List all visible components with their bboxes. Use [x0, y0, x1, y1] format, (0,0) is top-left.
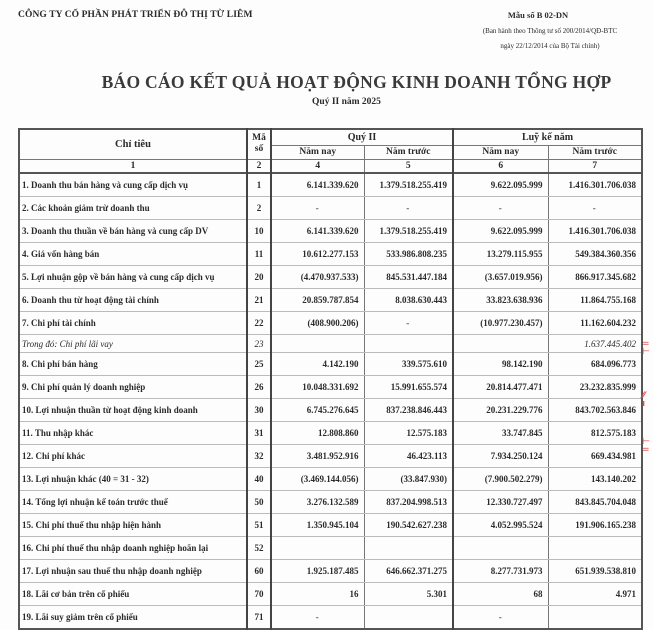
q2-last-year-value: 845.531.447.184 [364, 266, 453, 289]
row-code: 70 [247, 583, 271, 606]
col-number: 4 [271, 159, 364, 173]
q2-this-year-value [271, 537, 364, 560]
table-row [19, 399, 642, 422]
header-ytd-last-year: Năm trước [548, 145, 642, 159]
table-row [19, 583, 642, 606]
income-statement-table [18, 128, 646, 630]
row-label: 5. Lợi nhuận gộp về bán hàng và cung cấp dịch vụ [19, 266, 247, 289]
row-code: 71 [247, 606, 271, 630]
col-number: 6 [453, 159, 548, 173]
row-code: 32 [247, 445, 271, 468]
row-label: 11. Thu nhập khác [19, 422, 247, 445]
q2-this-year-value: 6.141.339.620 [271, 220, 364, 243]
ytd-last-year-value: 843.702.563.846 [548, 399, 642, 422]
table-row [19, 560, 642, 583]
q2-this-year-value: 10.048.331.692 [271, 376, 364, 399]
q2-this-year-value: - [271, 197, 364, 220]
ytd-this-year-value: 9.622.095.999 [453, 173, 548, 197]
ytd-this-year-value: 20.231.229.776 [453, 399, 548, 422]
table-row [19, 266, 642, 289]
issued-by-line-2: ngày 22/12/2014 của Bộ Tài chính) [500, 42, 600, 50]
stamp-mark: ⊢ = [642, 437, 650, 455]
col-number: 1 [19, 159, 247, 173]
row-code: 25 [247, 353, 271, 376]
row-code: 52 [247, 537, 271, 560]
table-row [19, 445, 642, 468]
q2-last-year-value: 533.986.808.235 [364, 243, 453, 266]
ytd-this-year-value: 68 [453, 583, 548, 606]
row-code: 30 [247, 399, 271, 422]
q2-this-year-value: 1.925.187.485 [271, 560, 364, 583]
ytd-last-year-value: 669.434.981 [548, 445, 642, 468]
q2-last-year-value: - [364, 197, 453, 220]
ytd-last-year-value: 4.971 [548, 583, 642, 606]
q2-last-year-value: - [364, 312, 453, 335]
ytd-last-year-value: 191.906.165.238 [548, 514, 642, 537]
table-row [19, 335, 642, 353]
ytd-last-year-value: 1.416.301.706.038 [548, 220, 642, 243]
table-row [19, 422, 642, 445]
row-label: 10. Lợi nhuận thuần từ hoạt động kinh doanh [19, 399, 247, 422]
stamp-mark: = ⊢ [642, 339, 650, 357]
q2-last-year-value [364, 537, 453, 560]
row-code: 23 [247, 335, 271, 353]
table-row [19, 243, 642, 266]
row-label: 9. Chi phí quản lý doanh nghiệp [19, 376, 247, 399]
ytd-this-year-value [453, 335, 548, 353]
ytd-last-year-value: 1.416.301.706.038 [548, 173, 642, 197]
ytd-last-year-value: 143.140.202 [548, 468, 642, 491]
report-period: Quý II năm 2025 [312, 97, 381, 107]
ytd-last-year-value: 843.845.704.048 [548, 491, 642, 514]
q2-this-year-value: (408.900.206) [271, 312, 364, 335]
ytd-this-year-value: 12.330.727.497 [453, 491, 548, 514]
ytd-this-year-value: 33.823.638.936 [453, 289, 548, 312]
row-label: 19. Lãi suy giảm trên cổ phiếu [19, 606, 247, 630]
ytd-this-year-value: (7.900.502.279) [453, 468, 548, 491]
ytd-last-year-value: - [548, 197, 642, 220]
ytd-this-year-value: - [453, 197, 548, 220]
row-label: 14. Tổng lợi nhuận kế toán trước thuế [19, 491, 247, 514]
stamp-mark: ⁄⁄ ı [642, 391, 646, 409]
row-label: 1. Doanh thu bán hàng và cung cấp dịch vụ [19, 173, 247, 197]
q2-last-year-value: 8.038.630.443 [364, 289, 453, 312]
ytd-this-year-value: (3.657.019.956) [453, 266, 548, 289]
ytd-this-year-value: (10.977.230.457) [453, 312, 548, 335]
q2-this-year-value: 3.276.132.589 [271, 491, 364, 514]
ytd-last-year-value: 684.096.773 [548, 353, 642, 376]
q2-this-year-value: (4.470.937.533) [271, 266, 364, 289]
ytd-this-year-value: 8.277.731.973 [453, 560, 548, 583]
table-row [19, 468, 642, 491]
q2-last-year-value: 339.575.610 [364, 353, 453, 376]
table-row [19, 173, 642, 197]
row-label: 7. Chi phí tài chính [19, 312, 247, 335]
q2-last-year-value: 1.379.518.255.419 [364, 173, 453, 197]
col-number: 2 [247, 159, 271, 173]
table-row [19, 537, 642, 560]
header-q2-last-year: Năm trước [364, 145, 453, 159]
q2-this-year-value [271, 335, 364, 353]
ytd-last-year-value: 11.864.755.168 [548, 289, 642, 312]
q2-this-year-value: 10.612.277.153 [271, 243, 364, 266]
table-row [19, 197, 642, 220]
table-row [19, 220, 642, 243]
ytd-last-year-value: 11.162.604.232 [548, 312, 642, 335]
row-code: 60 [247, 560, 271, 583]
header-quarter-group: Quý II [271, 129, 453, 145]
q2-last-year-value: 12.575.183 [364, 422, 453, 445]
ytd-this-year-value [453, 537, 548, 560]
table-row [19, 514, 642, 537]
ytd-this-year-value: 13.279.115.955 [453, 243, 548, 266]
q2-last-year-value: 15.991.655.574 [364, 376, 453, 399]
ytd-last-year-value: 651.939.538.810 [548, 560, 642, 583]
q2-last-year-value: 646.662.371.275 [364, 560, 453, 583]
q2-this-year-value: 6.745.276.645 [271, 399, 364, 422]
ytd-this-year-value: 98.142.190 [453, 353, 548, 376]
report-title: BÁO CÁO KẾT QUẢ HOẠT ĐỘNG KINH DOANH TỔNG HỢP [101, 72, 612, 92]
row-label: 8. Chi phí bán hàng [19, 353, 247, 376]
q2-last-year-value: 837.204.998.513 [364, 491, 453, 514]
q2-last-year-value [364, 335, 453, 353]
col-number: 5 [364, 159, 453, 173]
q2-last-year-value: 46.423.113 [364, 445, 453, 468]
q2-this-year-value: 12.808.860 [271, 422, 364, 445]
ytd-this-year-value: 4.052.995.524 [453, 514, 548, 537]
q2-last-year-value: 5.301 [364, 583, 453, 606]
q2-last-year-value: 837.238.846.443 [364, 399, 453, 422]
table-row [19, 289, 642, 312]
row-label: Trong đó: Chi phí lãi vay [19, 335, 247, 353]
q2-this-year-value: - [271, 606, 364, 630]
row-code: 31 [247, 422, 271, 445]
ytd-last-year-value: 23.232.835.999 [548, 376, 642, 399]
row-code: 22 [247, 312, 271, 335]
q2-last-year-value [364, 606, 453, 630]
q2-this-year-value: 3.481.952.916 [271, 445, 364, 468]
ytd-last-year-value: 812.575.183 [548, 422, 642, 445]
ytd-last-year-value [548, 537, 642, 560]
q2-this-year-value: 6.141.339.620 [271, 173, 364, 197]
row-label: 6. Doanh thu từ hoạt động tài chính [19, 289, 247, 312]
header-ytd-this-year: Năm nay [453, 145, 548, 159]
table-row [19, 376, 642, 399]
row-label: 16. Chi phí thuế thu nhập doanh nghiệp hoãn lại [19, 537, 247, 560]
row-label: 4. Giá vốn hàng bán [19, 243, 247, 266]
q2-this-year-value: (3.469.144.056) [271, 468, 364, 491]
q2-last-year-value: 1.379.518.255.419 [364, 220, 453, 243]
row-label: 18. Lãi cơ bản trên cổ phiếu [19, 583, 247, 606]
col-number: 7 [548, 159, 642, 173]
ytd-this-year-value: 9.622.095.999 [453, 220, 548, 243]
row-label: 2. Các khoản giảm trừ doanh thu [19, 197, 247, 220]
ytd-last-year-value [548, 606, 642, 630]
ytd-this-year-value: 33.747.845 [453, 422, 548, 445]
ytd-this-year-value: - [453, 606, 548, 630]
q2-last-year-value: 190.542.627.238 [364, 514, 453, 537]
row-label: 3. Doanh thu thuần về bán hàng và cung cấp DV [19, 220, 247, 243]
ytd-last-year-value: 549.384.360.356 [548, 243, 642, 266]
q2-this-year-value: 1.350.945.104 [271, 514, 364, 537]
row-code: 20 [247, 266, 271, 289]
table-row [19, 606, 642, 630]
header-ytd-group: Luỹ kế năm [453, 129, 642, 145]
row-code: 51 [247, 514, 271, 537]
row-code: 2 [247, 197, 271, 220]
header-indicator: Chỉ tiêu [19, 129, 247, 159]
ytd-this-year-value: 7.934.250.124 [453, 445, 548, 468]
company-name: CÔNG TY CỔ PHẦN PHÁT TRIỂN ĐÔ THỊ TỪ LIÊM [18, 10, 253, 20]
row-code: 26 [247, 376, 271, 399]
row-label: 12. Chi phí khác [19, 445, 247, 468]
table-row [19, 312, 642, 335]
row-label: 17. Lợi nhuận sau thuế thu nhập doanh nghiệp [19, 560, 247, 583]
q2-last-year-value: (33.847.930) [364, 468, 453, 491]
row-code: 10 [247, 220, 271, 243]
row-code: 1 [247, 173, 271, 197]
form-number: Mẫu số B 02-DN [507, 10, 569, 20]
header-code: Mã số [247, 129, 271, 159]
q2-this-year-value: 16 [271, 583, 364, 606]
row-code: 50 [247, 491, 271, 514]
row-code: 21 [247, 289, 271, 312]
ytd-last-year-value: 1.637.445.402 [548, 335, 642, 353]
row-label: 13. Lợi nhuận khác (40 = 31 - 32) [19, 468, 247, 491]
table-row [19, 491, 642, 514]
row-label: 15. Chi phí thuế thu nhập hiện hành [19, 514, 247, 537]
table-row [19, 353, 642, 376]
row-code: 40 [247, 468, 271, 491]
ytd-last-year-value: 866.917.345.682 [548, 266, 642, 289]
q2-this-year-value: 4.142.190 [271, 353, 364, 376]
header-q2-this-year: Năm nay [271, 145, 364, 159]
row-code: 11 [247, 243, 271, 266]
ytd-this-year-value: 20.814.477.471 [453, 376, 548, 399]
issued-by-line-1: (Ban hành theo Thông tư số 200/2014/QĐ-BTC [482, 27, 618, 35]
q2-this-year-value: 20.859.787.854 [271, 289, 364, 312]
